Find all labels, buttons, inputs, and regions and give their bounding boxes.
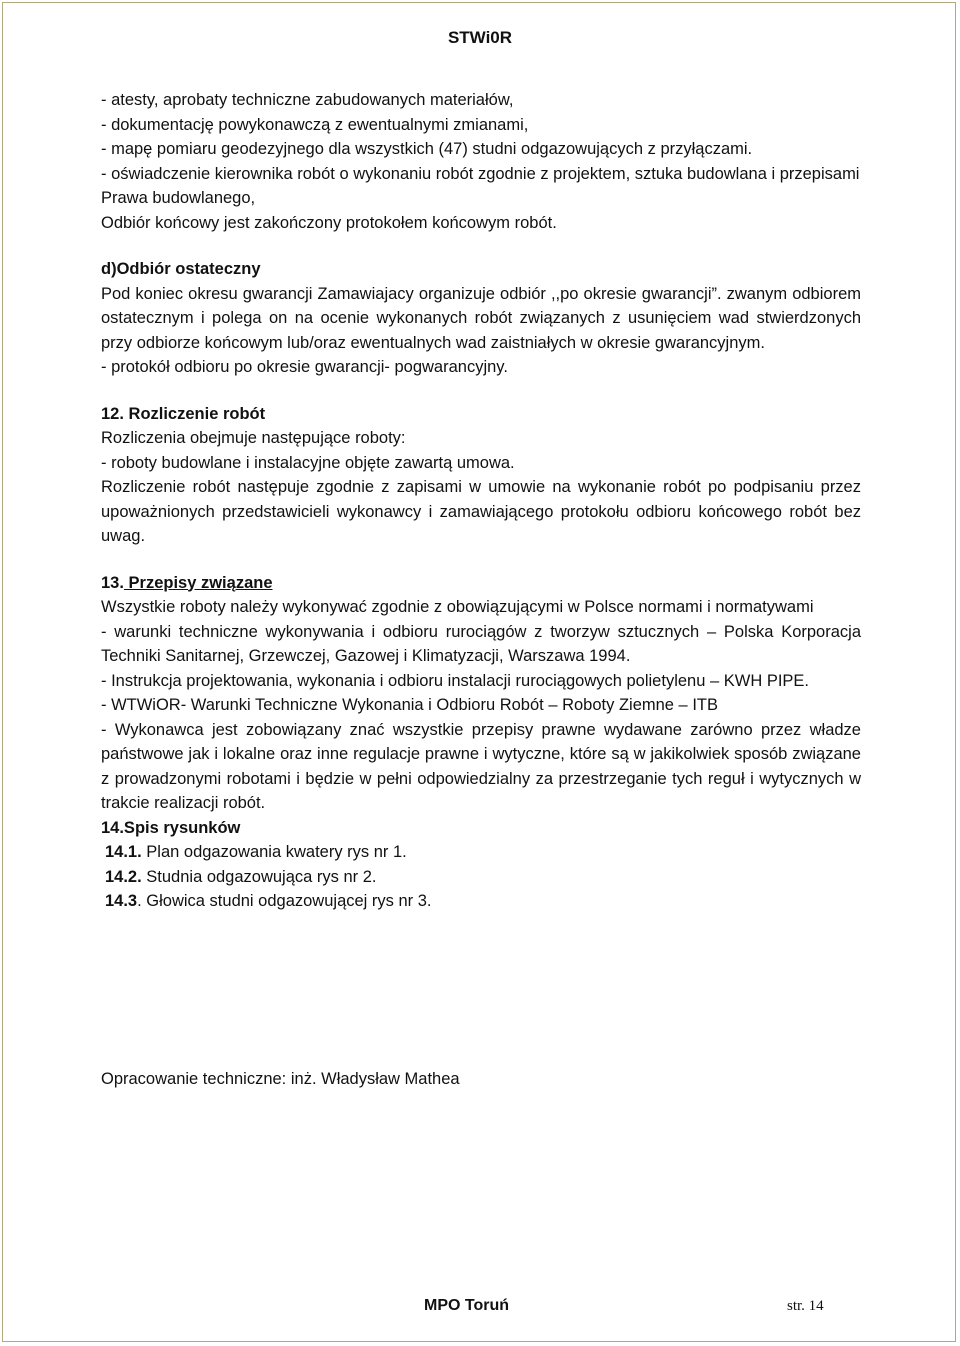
page-number: str. 14 [787, 1298, 824, 1314]
drawing-number: 14.3 [105, 892, 138, 910]
list-item: - atesty, aprobaty techniczne zabudowanych materiałów, [101, 91, 514, 109]
section-12-title: Rozliczenie robót [123, 404, 266, 423]
section-13-paragraph: - Instrukcja projektowania, wykonania i odbioru instalacji rurociągowych polietylenu – KWH PIPE. [101, 671, 810, 690]
page-header: STWi0R [447, 28, 513, 47]
section-13-paragraph: - warunki techniczne wykonywania i odbioru rurociągów z tworzyw sztucznych – Polska Korporacja Techniki Sanitarnej, Grzewczej, Gazowej i Klimatyzacji, Warszawa 1994. [101, 622, 861, 665]
section-d-paragraph: Pod koniec okresu gwarancji Zamawiajacy organizuje odbiór ,,po okresie gwarancji”. zwanym odbiorem ostatecznym i polega on na ocenie wykonanych robót związanych z usunięciem wad stwierdzonych przy odbiorze końcowym lub/oraz ewentualnych wad zaistniałych w okresie gwarancyjnym. [101, 284, 861, 352]
section-d-item: - protokół odbioru po okresie gwarancji- pogwarancyjny. [101, 358, 508, 376]
section-12-number: 12. [101, 404, 124, 423]
drawing-list-item [101, 840, 861, 865]
section-13-paragraph: - WTWiOR- Warunki Techniczne Wykonania i Odbioru Robót – Roboty Ziemne – ITB [101, 696, 718, 714]
drawing-text: Plan odgazowania kwatery rys nr 1. [141, 843, 407, 861]
list-item: - oświadczenie kierownika robót o wykonaniu robót zgodnie z projektem, sztuka budowlana i przepisami Prawa budowlanego, [101, 164, 860, 207]
document-body [101, 88, 861, 914]
section-12-paragraph: Rozliczenie robót następuje zgodnie z zapisami w umowie na wykonanie robót po podpisaniu przez upoważnionych przedstawicieli wykonawcy i zamawiającego protokołu odbioru końcowego robót bez uwag. [101, 478, 861, 545]
signature-line: Opracowanie techniczne: inż. Władysław Mathea [101, 1070, 460, 1088]
drawing-list-item [101, 889, 861, 914]
section-13-paragraph: - Wykonawca jest zobowiązany znać wszystkie przepisy prawne wydawane zarówno przez władze państwowe jak i lokalne oraz inne regulacje prawne i wytyczne, które są w jakikolwiek sposób związane z prowadzonymi robotami i będzie w pełni odpowiedzialny za przestrzeganie tych reguł i wytycznych w trakcie realizacji robót. [101, 720, 861, 812]
drawing-text: Studnia odgazowująca rys nr 2. [141, 867, 377, 886]
section-13-title: Przepisy związane [123, 573, 273, 592]
section-13-paragraph: Wszystkie roboty należy wykonywać zgodnie z obowiązującymi w Polsce normami i normatywami [101, 598, 814, 616]
section-12-heading [101, 402, 861, 427]
section-14-title: 14.Spis rysunków [101, 818, 241, 837]
drawing-number: 14.2. [105, 867, 142, 886]
list-item: - dokumentację powykonawczą z ewentualnymi zmianami, [101, 115, 529, 134]
section-13-heading [101, 571, 861, 596]
section-13-number: 13. [101, 573, 124, 592]
section-12-line: Rozliczenia obejmuje następujące roboty: [101, 429, 406, 447]
section-12-line: - roboty budowlane i instalacyjne objęte zawartą umowa. [101, 453, 515, 472]
drawing-text: . Głowica studni odgazowującej rys nr 3. [137, 892, 432, 910]
footer-company: MPO Toruń [424, 1297, 510, 1314]
drawing-number: 14.1. [105, 843, 142, 861]
drawing-list-item [101, 865, 861, 890]
list-item: Odbiór końcowy jest zakończony protokołem końcowym robót. [101, 213, 557, 232]
section-d-title: d)Odbiór ostateczny [101, 260, 261, 278]
list-item: - mapę pomiaru geodezyjnego dla wszystkich (47) studni odgazowujących z przyłączami. [101, 140, 753, 158]
